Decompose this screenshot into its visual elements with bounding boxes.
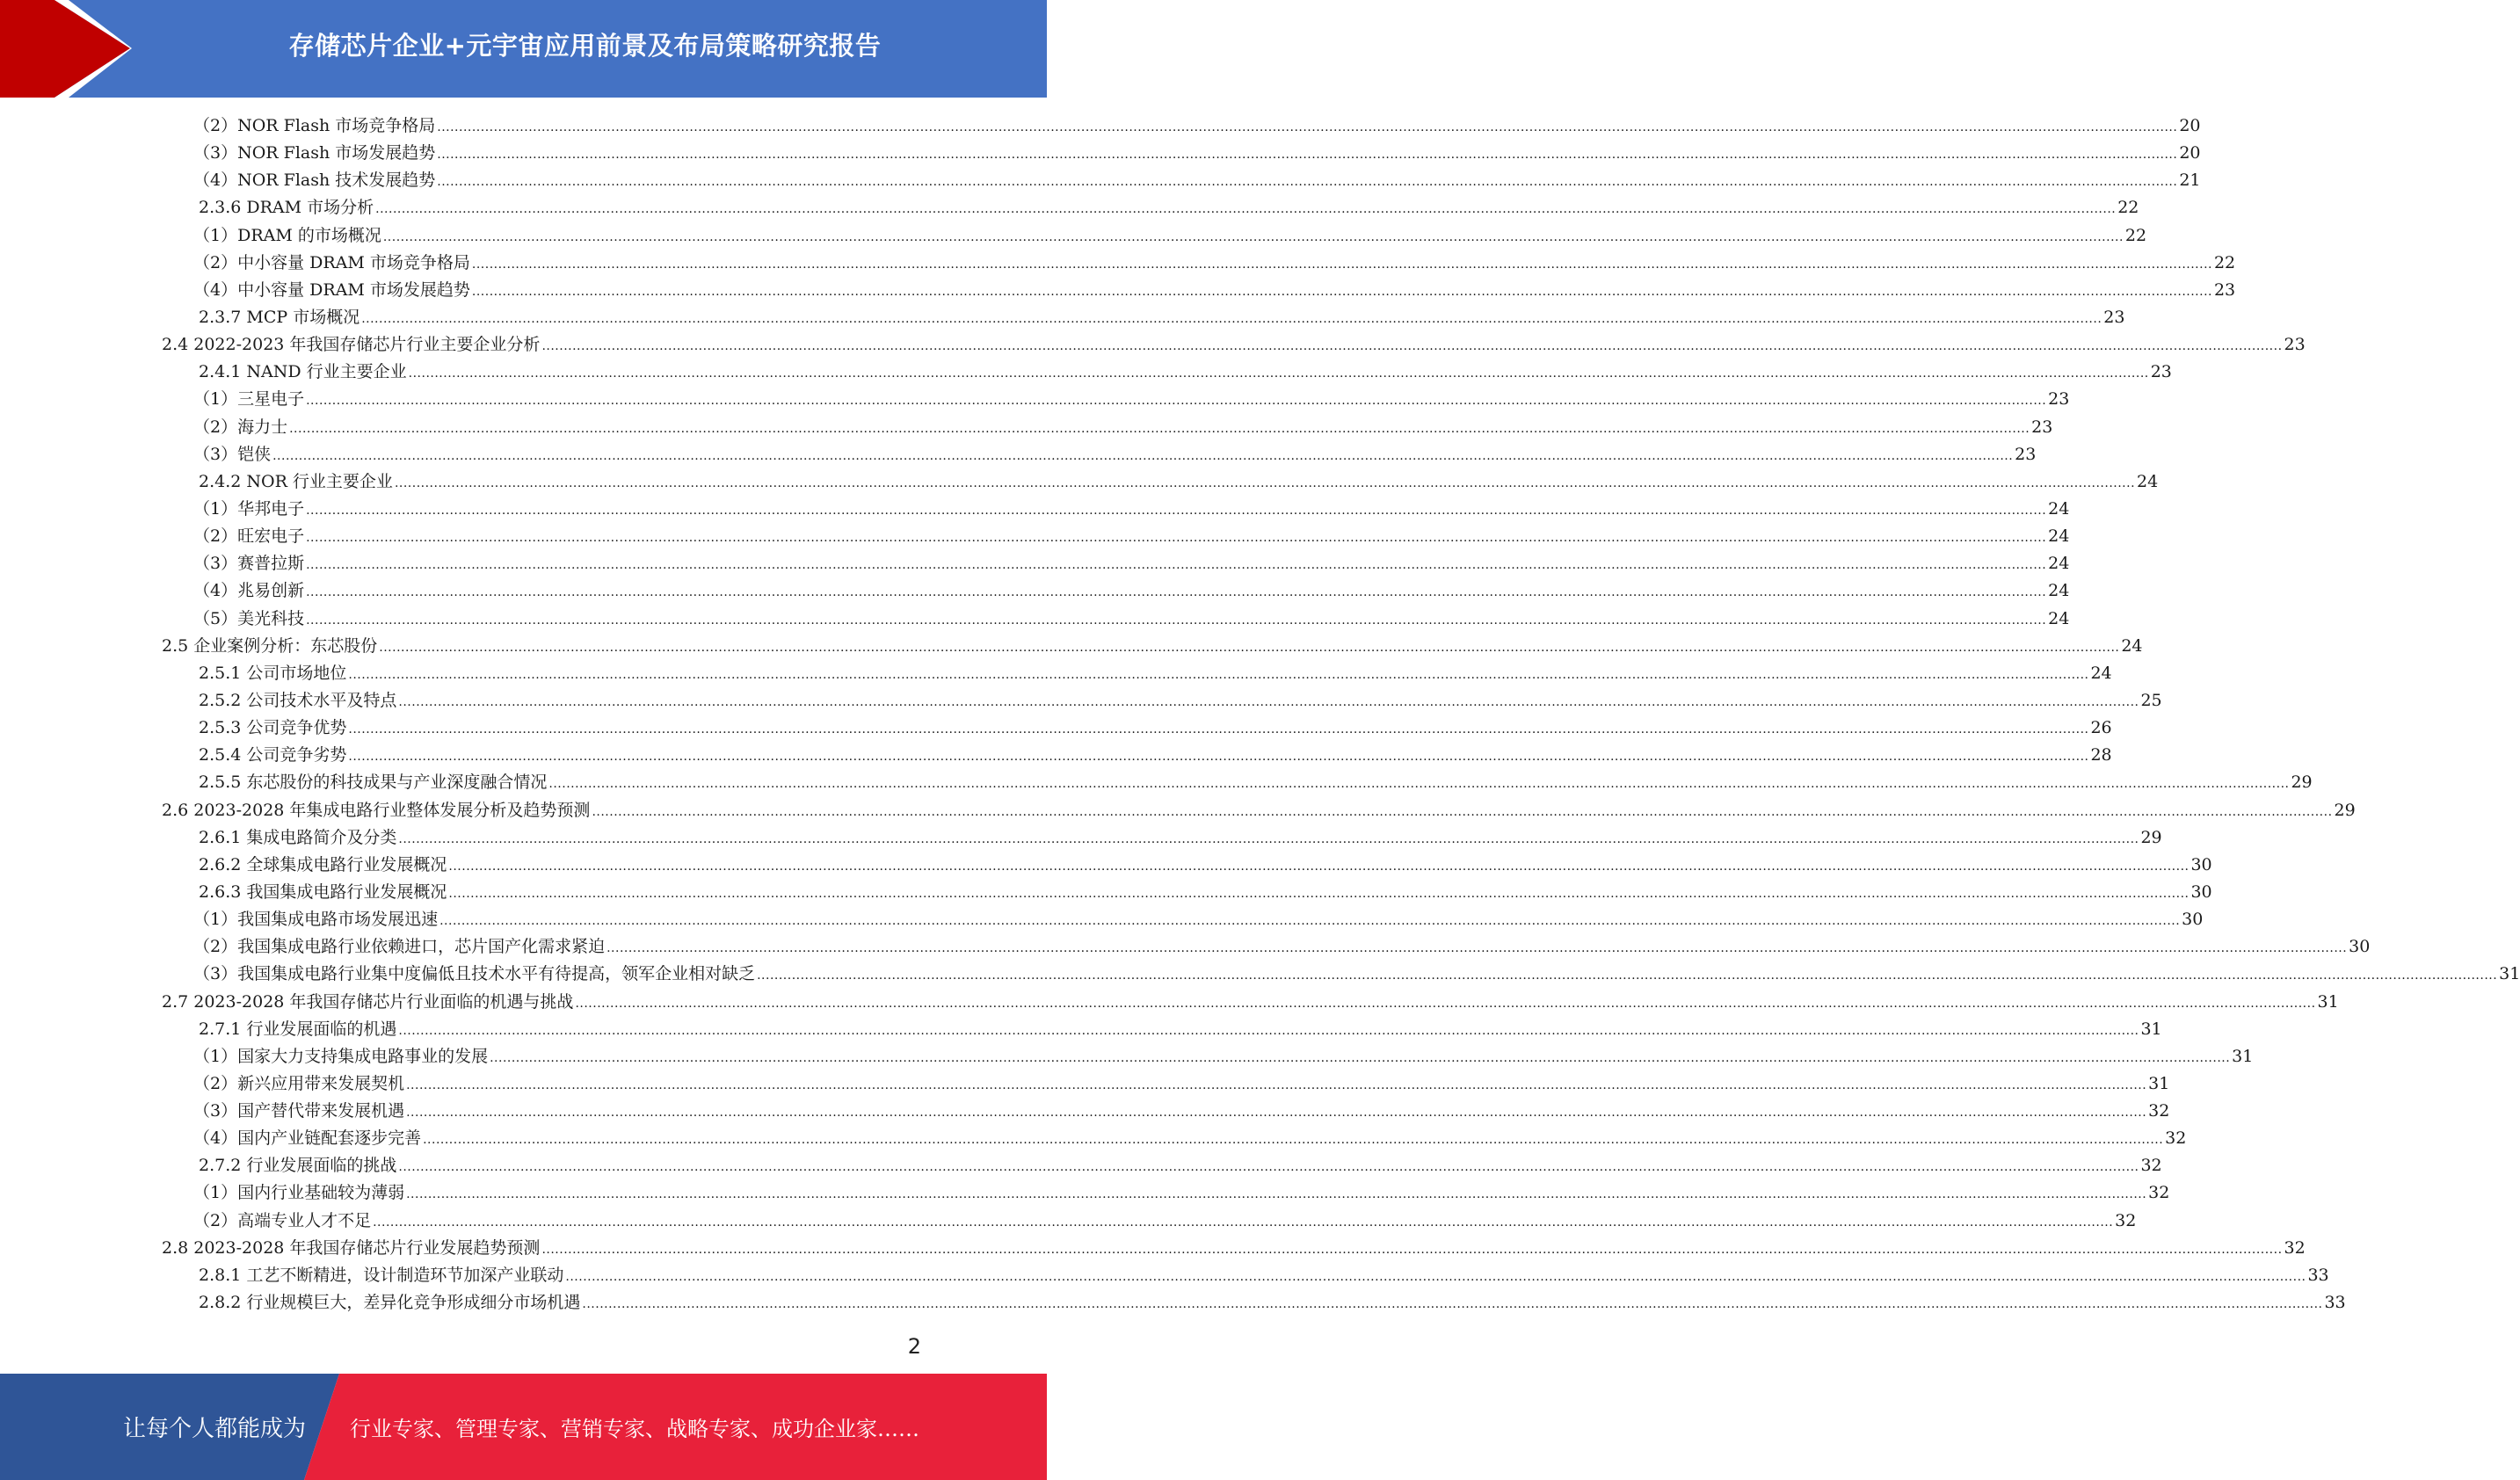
toc-entry[interactable] bbox=[162, 797, 2356, 824]
toc-entry-title: 2.4.2 NOR 行业主要企业 bbox=[199, 471, 393, 491]
toc-dot-leader: ................................................................................................................................................................................................................................................................................................................................................................................................................ bbox=[306, 613, 2047, 628]
toc-entry-title: （2）旺宏电子 bbox=[193, 526, 305, 547]
toc-dot-leader: ................................................................................................................................................................................................................................................................................................................................................................................................................ bbox=[306, 503, 2047, 518]
toc-dot-leader: ................................................................................................................................................................................................................................................................................................................................................................................................................ bbox=[565, 1269, 2306, 1284]
header-title: 存储芯片企业+元宇宙应用前景及布局策略研究报告 bbox=[288, 30, 882, 61]
toc-entry-page: 31 bbox=[2148, 1073, 2170, 1093]
table-of-contents bbox=[162, 112, 2520, 1317]
toc-entry-page: 31 bbox=[2140, 1019, 2162, 1039]
toc-entry-page: 24 bbox=[2137, 471, 2159, 491]
toc-entry[interactable] bbox=[162, 1098, 2170, 1125]
toc-entry-title: 2.7.2 行业发展面临的挑战 bbox=[199, 1156, 397, 1176]
toc-entry-page: 23 bbox=[2284, 335, 2306, 355]
header-red-chevron bbox=[0, 0, 141, 98]
toc-entry-title: （4）国内产业链配套逐步完善 bbox=[193, 1128, 422, 1149]
toc-dot-leader: ................................................................................................................................................................................................................................................................................................................................................................................................................ bbox=[437, 120, 2178, 134]
toc-entry-title: 2.3.7 MCP 市场概况 bbox=[199, 307, 360, 327]
toc-entry[interactable] bbox=[162, 769, 2313, 796]
page-header bbox=[0, 0, 1047, 98]
toc-entry[interactable] bbox=[162, 112, 2201, 140]
footer-slogan-right: 行业专家、管理专家、营销专家、战略专家、成功企业家…… bbox=[350, 1417, 919, 1441]
toc-entry-page: 31 bbox=[2232, 1046, 2254, 1066]
toc-entry-title: 2.5.1 公司市场地位 bbox=[199, 663, 347, 683]
toc-entry[interactable] bbox=[162, 359, 2172, 386]
toc-entry-title: 2.7.1 行业发展面临的机遇 bbox=[199, 1019, 397, 1039]
toc-entry[interactable] bbox=[162, 386, 2070, 413]
toc-entry-page: 31 bbox=[2317, 991, 2339, 1012]
toc-entry[interactable] bbox=[162, 715, 2112, 742]
toc-dot-leader: ................................................................................................................................................................................................................................................................................................................................................................................................................ bbox=[348, 667, 2089, 682]
toc-entry[interactable] bbox=[162, 1262, 2329, 1289]
toc-entry-page: 29 bbox=[2291, 773, 2313, 793]
toc-entry-page: 24 bbox=[2048, 581, 2070, 601]
toc-entry-title: 2.8.1 工艺不断精进，设计制造环节加深产业联动 bbox=[199, 1265, 564, 1285]
toc-entry-page: 23 bbox=[2150, 362, 2172, 382]
toc-entry-title: 2.5.2 公司技术水平及特点 bbox=[199, 690, 397, 710]
toc-entry-title: 2.5.4 公司竞争劣势 bbox=[199, 745, 347, 765]
toc-entry-title: （1）DRAM 的市场概况 bbox=[193, 225, 381, 245]
toc-dot-leader: ................................................................................................................................................................................................................................................................................................................................................................................................................ bbox=[582, 1297, 2323, 1312]
toc-dot-leader: ................................................................................................................................................................................................................................................................................................................................................................................................................ bbox=[757, 969, 2498, 983]
toc-entry-page: 24 bbox=[2048, 608, 2070, 628]
toc-dot-leader: ................................................................................................................................................................................................................................................................................................................................................................................................................ bbox=[437, 175, 2178, 190]
toc-dot-leader: ................................................................................................................................................................................................................................................................................................................................................................................................................ bbox=[398, 831, 2139, 846]
toc-entry-page: 30 bbox=[2190, 881, 2212, 902]
toc-entry-page: 30 bbox=[2190, 854, 2212, 874]
toc-entry-title: 2.6.2 全球集成电路行业发展概况 bbox=[199, 854, 447, 874]
toc-dot-leader: ................................................................................................................................................................................................................................................................................................................................................................................................................ bbox=[398, 694, 2139, 709]
toc-entry-page: 26 bbox=[2090, 718, 2112, 738]
toc-entry-title: 2.5.5 东芯股份的科技成果与产业深度融合情况 bbox=[199, 773, 548, 793]
toc-entry-title: 2.5.3 公司竞争优势 bbox=[199, 718, 347, 738]
toc-entry-title: （4）NOR Flash 技术发展趋势 bbox=[193, 170, 436, 191]
toc-entry[interactable] bbox=[162, 1016, 2162, 1043]
toc-entry[interactable] bbox=[162, 906, 2204, 933]
toc-entry-page: 23 bbox=[2213, 279, 2236, 300]
toc-dot-leader: ................................................................................................................................................................................................................................................................................................................................................................................................................ bbox=[379, 640, 2120, 655]
toc-entry[interactable] bbox=[162, 1289, 2346, 1317]
toc-dot-leader: ................................................................................................................................................................................................................................................................................................................................................................................................................ bbox=[408, 366, 2149, 381]
toc-entry[interactable] bbox=[162, 687, 2162, 715]
toc-dot-leader: ................................................................................................................................................................................................................................................................................................................................................................................................................ bbox=[592, 804, 2333, 819]
toc-entry-title: （2）高端专业人才不足 bbox=[193, 1210, 372, 1230]
toc-entry-page: 29 bbox=[2140, 827, 2162, 847]
toc-entry-title: （3）我国集成电路行业集中度偏低且技术水平有待提高，领军企业相对缺乏 bbox=[193, 964, 756, 984]
toc-entry-page: 32 bbox=[2140, 1156, 2162, 1176]
toc-entry[interactable] bbox=[162, 660, 2112, 687]
toc-entry-page: 32 bbox=[2284, 1237, 2306, 1258]
page-number: 2 bbox=[907, 1334, 921, 1359]
toc-entry-title: （2）我国集成电路行业依赖进口，芯片国产化需求紧迫 bbox=[193, 937, 606, 957]
toc-entry-page: 32 bbox=[2148, 1183, 2170, 1203]
toc-entry-page: 31 bbox=[2499, 964, 2520, 984]
toc-entry[interactable] bbox=[162, 933, 2371, 961]
page-footer bbox=[0, 1374, 1047, 1480]
toc-dot-leader: ................................................................................................................................................................................................................................................................................................................................................................................................................ bbox=[361, 311, 2102, 326]
footer-slogan-left: 让每个人都能成为 bbox=[123, 1416, 307, 1442]
toc-entry[interactable] bbox=[162, 961, 2520, 988]
toc-entry[interactable] bbox=[162, 1208, 2137, 1235]
toc-entry[interactable] bbox=[162, 577, 2070, 605]
toc-dot-leader: ................................................................................................................................................................................................................................................................................................................................................................................................................ bbox=[471, 257, 2212, 272]
toc-entry[interactable] bbox=[162, 441, 2037, 468]
toc-dot-leader: ................................................................................................................................................................................................................................................................................................................................................................................................................ bbox=[348, 722, 2089, 737]
toc-entry[interactable] bbox=[162, 1043, 2254, 1070]
toc-entry-page: 28 bbox=[2090, 745, 2112, 765]
toc-entry-title: （3）国产替代带来发展机遇 bbox=[193, 1101, 405, 1121]
toc-entry[interactable] bbox=[162, 468, 2159, 496]
toc-entry[interactable] bbox=[162, 1070, 2170, 1098]
toc-entry-page: 24 bbox=[2090, 663, 2112, 683]
toc-dot-leader: ................................................................................................................................................................................................................................................................................................................................................................................................................ bbox=[373, 1215, 2114, 1230]
toc-entry[interactable] bbox=[162, 1125, 2187, 1152]
toc-entry-page: 30 bbox=[2182, 910, 2204, 930]
toc-entry[interactable] bbox=[162, 742, 2112, 769]
toc-dot-leader: ................................................................................................................................................................................................................................................................................................................................................................................................................ bbox=[606, 941, 2348, 956]
toc-entry[interactable] bbox=[162, 304, 2125, 331]
toc-entry-title: 2.8.2 行业规模巨大，差异化竞争形成细分市场机遇 bbox=[199, 1293, 581, 1313]
toc-dot-leader: ................................................................................................................................................................................................................................................................................................................................................................................................................ bbox=[382, 229, 2124, 244]
toc-entry-page: 20 bbox=[2179, 143, 2201, 163]
toc-entry-title: （3）NOR Flash 市场发展趋势 bbox=[193, 143, 436, 163]
toc-dot-leader: ................................................................................................................................................................................................................................................................................................................................................................................................................ bbox=[398, 1023, 2139, 1038]
toc-entry[interactable] bbox=[162, 1179, 2170, 1207]
toc-dot-leader: ................................................................................................................................................................................................................................................................................................................................................................................................................ bbox=[541, 339, 2283, 354]
toc-entry[interactable] bbox=[162, 167, 2201, 194]
toc-entry[interactable] bbox=[162, 140, 2201, 167]
toc-entry-title: （2）新兴应用带来发展契机 bbox=[193, 1073, 405, 1093]
toc-dot-leader: ................................................................................................................................................................................................................................................................................................................................................................................................................ bbox=[406, 1077, 2147, 1092]
toc-entry-title: （1）华邦电子 bbox=[193, 498, 305, 519]
toc-entry-title: （5）美光科技 bbox=[193, 608, 305, 628]
toc-entry[interactable] bbox=[162, 989, 2339, 1016]
toc-entry[interactable] bbox=[162, 824, 2162, 852]
toc-dot-leader: ................................................................................................................................................................................................................................................................................................................................................................................................................ bbox=[306, 531, 2047, 546]
toc-entry-page: 22 bbox=[2213, 252, 2236, 272]
toc-entry[interactable] bbox=[162, 852, 2212, 879]
toc-dot-leader: ................................................................................................................................................................................................................................................................................................................................................................................................................ bbox=[406, 1187, 2147, 1202]
toc-entry-title: 2.4.1 NAND 行业主要企业 bbox=[199, 362, 407, 382]
toc-entry-page: 24 bbox=[2048, 554, 2070, 574]
toc-entry-title: 2.3.6 DRAM 市场分析 bbox=[199, 198, 374, 218]
toc-entry-title: （2）海力士 bbox=[193, 417, 288, 437]
toc-dot-leader: ................................................................................................................................................................................................................................................................................................................................................................................................................ bbox=[306, 585, 2047, 600]
toc-entry-title: （1）我国集成电路市场发展迅速 bbox=[193, 910, 439, 930]
toc-entry[interactable] bbox=[162, 414, 2053, 441]
toc-dot-leader: ................................................................................................................................................................................................................................................................................................................................................................................................................ bbox=[471, 284, 2212, 299]
toc-entry-title: 2.6 2023-2028 年集成电路行业整体发展分析及趋势预测 bbox=[162, 800, 591, 820]
toc-entry-title: （2）NOR Flash 市场竞争格局 bbox=[193, 116, 436, 135]
toc-entry-title: 2.7 2023-2028 年我国存储芯片行业面临的机遇与挑战 bbox=[162, 991, 574, 1012]
toc-dot-leader: ................................................................................................................................................................................................................................................................................................................................................................................................................ bbox=[348, 750, 2089, 765]
toc-entry-title: （3）赛普拉斯 bbox=[193, 554, 305, 574]
toc-entry-title: （1）国内行业基础较为薄弱 bbox=[193, 1183, 405, 1203]
toc-entry-page: 22 bbox=[2117, 198, 2139, 218]
toc-dot-leader: ................................................................................................................................................................................................................................................................................................................................................................................................................ bbox=[394, 475, 2136, 490]
toc-entry-title: 2.8 2023-2028 年我国存储芯片行业发展趋势预测 bbox=[162, 1237, 541, 1258]
toc-dot-leader: ................................................................................................................................................................................................................................................................................................................................................................................................................ bbox=[437, 148, 2178, 163]
toc-entry[interactable] bbox=[162, 1152, 2162, 1179]
toc-dot-leader: ................................................................................................................................................................................................................................................................................................................................................................................................................ bbox=[375, 202, 2117, 217]
toc-entry-page: 33 bbox=[2307, 1265, 2329, 1285]
toc-entry-title: 2.6.1 集成电路简介及分类 bbox=[199, 827, 397, 847]
toc-dot-leader: ................................................................................................................................................................................................................................................................................................................................................................................................................ bbox=[541, 1242, 2283, 1257]
toc-entry-title: （1）国家大力支持集成电路事业的发展 bbox=[193, 1046, 489, 1066]
toc-entry-page: 24 bbox=[2048, 498, 2070, 519]
toc-entry[interactable] bbox=[162, 331, 2306, 359]
toc-entry-title: （4）中小容量 DRAM 市场发展趋势 bbox=[193, 279, 470, 300]
toc-entry-page: 22 bbox=[2124, 225, 2147, 245]
toc-entry-page: 33 bbox=[2324, 1293, 2346, 1313]
toc-entry-title: （3）铠侠 bbox=[193, 444, 272, 464]
toc-entry-title: 2.4 2022-2023 年我国存储芯片行业主要企业分析 bbox=[162, 335, 541, 355]
toc-dot-leader: ................................................................................................................................................................................................................................................................................................................................................................................................................ bbox=[448, 886, 2190, 901]
toc-entry[interactable] bbox=[162, 1235, 2306, 1262]
toc-dot-leader: ................................................................................................................................................................................................................................................................................................................................................................................................................ bbox=[423, 1133, 2164, 1148]
toc-dot-leader: ................................................................................................................................................................................................................................................................................................................................................................................................................ bbox=[490, 1050, 2231, 1065]
toc-entry-page: 32 bbox=[2148, 1101, 2170, 1121]
toc-entry-title: （4）兆易创新 bbox=[193, 581, 305, 601]
toc-entry-page: 23 bbox=[2103, 307, 2125, 327]
toc-dot-leader: ................................................................................................................................................................................................................................................................................................................................................................................................................ bbox=[272, 448, 2014, 463]
toc-dot-leader: ................................................................................................................................................................................................................................................................................................................................................................................................................ bbox=[439, 914, 2181, 929]
toc-entry[interactable] bbox=[162, 277, 2236, 304]
toc-entry[interactable] bbox=[162, 496, 2070, 523]
toc-entry-title: （2）中小容量 DRAM 市场竞争格局 bbox=[193, 252, 470, 272]
toc-entry-title: 2.5 企业案例分析：东芯股份 bbox=[162, 635, 378, 656]
toc-entry-title: （1）三星电子 bbox=[193, 389, 305, 410]
toc-entry-page: 21 bbox=[2179, 170, 2201, 191]
toc-dot-leader: ................................................................................................................................................................................................................................................................................................................................................................................................................ bbox=[406, 1106, 2147, 1121]
toc-entry-page: 25 bbox=[2140, 690, 2162, 710]
toc-entry-page: 29 bbox=[2334, 800, 2356, 820]
toc-entry[interactable] bbox=[162, 633, 2143, 660]
toc-dot-leader: ................................................................................................................................................................................................................................................................................................................................................................................................................ bbox=[575, 996, 2316, 1011]
toc-dot-leader: ................................................................................................................................................................................................................................................................................................................................................................................................................ bbox=[306, 394, 2047, 409]
toc-entry-page: 20 bbox=[2179, 116, 2201, 135]
toc-entry-page: 24 bbox=[2048, 526, 2070, 547]
toc-entry[interactable] bbox=[162, 879, 2212, 906]
toc-entry-page: 32 bbox=[2115, 1210, 2137, 1230]
toc-entry[interactable] bbox=[162, 222, 2147, 250]
toc-dot-leader: ................................................................................................................................................................................................................................................................................................................................................................................................................ bbox=[398, 1160, 2139, 1175]
toc-dot-leader: ................................................................................................................................................................................................................................................................................................................................................................................................................ bbox=[306, 558, 2047, 573]
toc-entry-page: 24 bbox=[2121, 635, 2143, 656]
toc-entry[interactable] bbox=[162, 523, 2070, 550]
toc-entry-page: 32 bbox=[2165, 1128, 2187, 1149]
toc-entry-page: 23 bbox=[2015, 444, 2037, 464]
toc-entry-page: 23 bbox=[2048, 389, 2070, 410]
toc-entry-page: 30 bbox=[2349, 937, 2371, 957]
toc-dot-leader: ................................................................................................................................................................................................................................................................................................................................................................................................................ bbox=[548, 777, 2290, 792]
toc-entry[interactable] bbox=[162, 606, 2070, 633]
toc-entry[interactable] bbox=[162, 550, 2070, 577]
toc-entry[interactable] bbox=[162, 250, 2236, 277]
toc-entry[interactable] bbox=[162, 194, 2139, 221]
toc-dot-leader: ................................................................................................................................................................................................................................................................................................................................................................................................................ bbox=[448, 859, 2190, 874]
toc-dot-leader: ................................................................................................................................................................................................................................................................................................................................................................................................................ bbox=[289, 421, 2030, 436]
toc-entry-page: 23 bbox=[2031, 417, 2053, 437]
toc-entry-title: 2.6.3 我国集成电路行业发展概况 bbox=[199, 881, 447, 902]
